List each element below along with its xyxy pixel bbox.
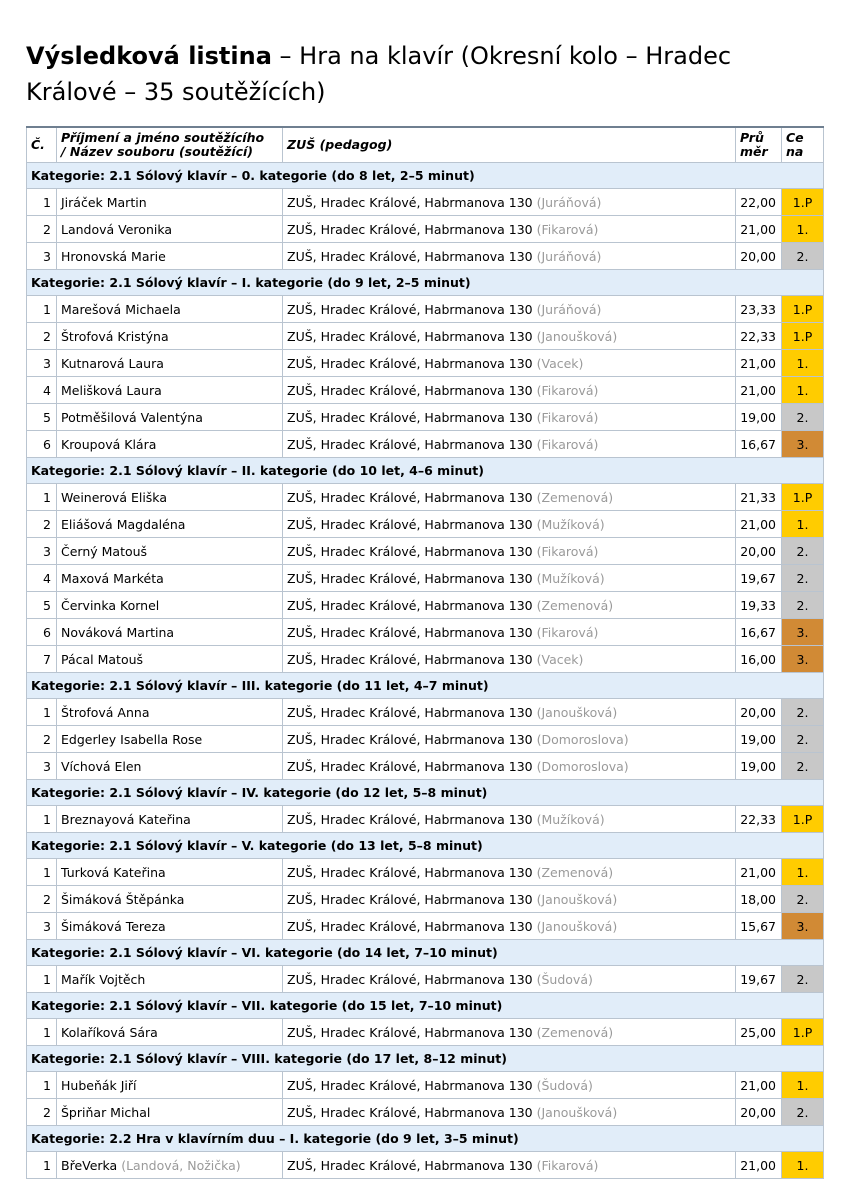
- contestant-name: Maxová Markéta: [61, 570, 164, 586]
- contestant-name: Potměšilová Valentýna: [61, 409, 203, 425]
- category-header-row: [27, 673, 824, 699]
- average-score: 19,00: [736, 726, 782, 753]
- table-row: [27, 511, 824, 538]
- school-name: ZUŠ, Hradec Králové, Habrmanova 130: [287, 1157, 533, 1173]
- contestant-cell: [57, 619, 283, 646]
- category-title: Kategorie: 2.1 Sólový klavír – VII. kategorie (do 15 let, 7–10 minut): [27, 993, 824, 1019]
- contestant-name: Víchová Elen: [61, 758, 142, 774]
- average-score: 21,00: [736, 511, 782, 538]
- contestant-cell: [57, 1099, 283, 1126]
- school-name: ZUŠ, Hradec Králové, Habrmanova 130: [287, 543, 533, 559]
- average-score: 18,00: [736, 886, 782, 913]
- contestant-cell: [57, 699, 283, 726]
- col-header-name: Příjmení a jméno soutěžícího / Název souboru (soutěžící): [57, 127, 283, 163]
- row-number: 6: [27, 431, 57, 458]
- results-table-wrapper: [26, 126, 823, 1179]
- school-name: ZUŠ, Hradec Králové, Habrmanova 130: [287, 248, 533, 264]
- title-bold: Výsledková listina: [26, 42, 272, 70]
- contestant-name: Melišková Laura: [61, 382, 162, 398]
- school-cell: [283, 753, 736, 780]
- placement-badge: 2.: [782, 886, 824, 913]
- table-row: [27, 189, 824, 216]
- placement-badge: 3.: [782, 646, 824, 673]
- row-number: 1: [27, 966, 57, 993]
- school-name: ZUŠ, Hradec Králové, Habrmanova 130: [287, 409, 533, 425]
- school-name: ZUŠ, Hradec Králové, Habrmanova 130: [287, 731, 533, 747]
- results-table: [26, 126, 824, 1179]
- placement-badge: 2.: [782, 565, 824, 592]
- contestant-name: Landová Veronika: [61, 221, 173, 237]
- contestant-name: Šimáková Tereza: [61, 918, 166, 934]
- placement-badge: 1.P: [782, 323, 824, 350]
- contestant-cell: [57, 565, 283, 592]
- school-name: ZUŠ, Hradec Králové, Habrmanova 130: [287, 918, 533, 934]
- contestant-name: Mařík Vojtěch: [61, 971, 146, 987]
- category-title: Kategorie: 2.1 Sólový klavír – I. kategorie (do 9 let, 2–5 minut): [27, 270, 824, 296]
- teacher-name: (Juráňová): [536, 248, 602, 264]
- teacher-name: (Fikarová): [536, 436, 599, 452]
- placement-badge: 1.P: [782, 296, 824, 323]
- teacher-name: (Janoušková): [536, 704, 618, 720]
- average-score: 21,00: [736, 350, 782, 377]
- school-name: ZUŠ, Hradec Králové, Habrmanova 130: [287, 864, 533, 880]
- school-cell: [283, 431, 736, 458]
- category-header-row: [27, 993, 824, 1019]
- placement-badge: 1.: [782, 216, 824, 243]
- average-score: 21,00: [736, 1072, 782, 1099]
- school-cell: [283, 886, 736, 913]
- category-header-row: [27, 163, 824, 189]
- table-body: [27, 163, 824, 1179]
- table-row: [27, 565, 824, 592]
- average-score: 25,00: [736, 1019, 782, 1046]
- contestant-name: Weinerová Eliška: [61, 489, 167, 505]
- contestant-name: Kroupová Klára: [61, 436, 157, 452]
- table-row: [27, 1152, 824, 1179]
- placement-badge: 2.: [782, 753, 824, 780]
- school-cell: [283, 646, 736, 673]
- contestant-cell: [57, 1019, 283, 1046]
- row-number: 2: [27, 323, 57, 350]
- school-cell: [283, 1072, 736, 1099]
- teacher-name: (Domoroslova): [536, 758, 629, 774]
- teacher-name: (Janoušková): [536, 891, 618, 907]
- placement-badge: 3.: [782, 619, 824, 646]
- row-number: 1: [27, 296, 57, 323]
- contestant-cell: [57, 323, 283, 350]
- school-name: ZUŠ, Hradec Králové, Habrmanova 130: [287, 811, 533, 827]
- school-cell: [283, 511, 736, 538]
- contestant-name: Kutnarová Laura: [61, 355, 164, 371]
- contestant-cell: [57, 189, 283, 216]
- school-name: ZUŠ, Hradec Králové, Habrmanova 130: [287, 194, 533, 210]
- placement-badge: 2.: [782, 538, 824, 565]
- contestant-name: Štrofová Anna: [61, 704, 150, 720]
- contestant-cell: [57, 243, 283, 270]
- contestant-cell: [57, 966, 283, 993]
- average-score: 21,00: [736, 1152, 782, 1179]
- table-row: [27, 404, 824, 431]
- average-score: 19,67: [736, 565, 782, 592]
- placement-badge: 1.P: [782, 806, 824, 833]
- average-score: 22,33: [736, 323, 782, 350]
- category-header-row: [27, 270, 824, 296]
- placement-badge: 1.: [782, 859, 824, 886]
- table-header-row: [27, 127, 824, 163]
- table-row: [27, 592, 824, 619]
- row-number: 1: [27, 806, 57, 833]
- contestant-cell: [57, 404, 283, 431]
- table-row: [27, 243, 824, 270]
- col-header-average: Prů měr: [736, 127, 782, 163]
- average-score: 20,00: [736, 243, 782, 270]
- teacher-name: (Mužíková): [536, 811, 605, 827]
- contestant-cell: [57, 806, 283, 833]
- row-number: 6: [27, 619, 57, 646]
- school-cell: [283, 243, 736, 270]
- row-number: 4: [27, 377, 57, 404]
- school-name: ZUŠ, Hradec Králové, Habrmanova 130: [287, 971, 533, 987]
- row-number: 7: [27, 646, 57, 673]
- school-cell: [283, 377, 736, 404]
- school-cell: [283, 404, 736, 431]
- school-name: ZUŠ, Hradec Králové, Habrmanova 130: [287, 597, 533, 613]
- category-header-row: [27, 1046, 824, 1072]
- school-name: ZUŠ, Hradec Králové, Habrmanova 130: [287, 436, 533, 452]
- school-name: ZUŠ, Hradec Králové, Habrmanova 130: [287, 704, 533, 720]
- table-row: [27, 1019, 824, 1046]
- col-header-school: ZUŠ (pedagog): [283, 127, 736, 163]
- average-score: 20,00: [736, 699, 782, 726]
- average-score: 22,00: [736, 189, 782, 216]
- school-cell: [283, 592, 736, 619]
- teacher-name: (Fikarová): [536, 543, 599, 559]
- row-number: 4: [27, 565, 57, 592]
- contestant-cell: [57, 859, 283, 886]
- category-header-row: [27, 780, 824, 806]
- average-score: 16,67: [736, 619, 782, 646]
- category-title: Kategorie: 2.1 Sólový klavír – III. kategorie (do 11 let, 4–7 minut): [27, 673, 824, 699]
- row-number: 2: [27, 511, 57, 538]
- average-score: 19,33: [736, 592, 782, 619]
- school-cell: [283, 296, 736, 323]
- table-row: [27, 1072, 824, 1099]
- contestant-name: Edgerley Isabella Rose: [61, 731, 203, 747]
- contestant-name: Špriňar Michal: [61, 1104, 151, 1120]
- teacher-name: (Mužíková): [536, 570, 605, 586]
- contestant-cell: [57, 431, 283, 458]
- contestant-cell: [57, 538, 283, 565]
- teacher-name: (Juráňová): [536, 301, 602, 317]
- row-number: 1: [27, 1072, 57, 1099]
- row-number: 5: [27, 592, 57, 619]
- table-row: [27, 216, 824, 243]
- contestant-cell: [57, 886, 283, 913]
- contestant-name: BřeVerka: [61, 1157, 118, 1173]
- school-name: ZUŠ, Hradec Králové, Habrmanova 130: [287, 891, 533, 907]
- category-header-row: [27, 940, 824, 966]
- table-row: [27, 646, 824, 673]
- col-header-place: Ce na: [782, 127, 824, 163]
- table-row: [27, 296, 824, 323]
- school-cell: [283, 806, 736, 833]
- school-name: ZUŠ, Hradec Králové, Habrmanova 130: [287, 516, 533, 532]
- table-row: [27, 913, 824, 940]
- average-score: 21,33: [736, 484, 782, 511]
- col-header-no: Č.: [27, 127, 57, 163]
- school-name: ZUŠ, Hradec Králové, Habrmanova 130: [287, 489, 533, 505]
- average-score: 19,00: [736, 404, 782, 431]
- category-title: Kategorie: 2.2 Hra v klavírním duu – I. kategorie (do 9 let, 3–5 minut): [27, 1126, 824, 1152]
- contestant-name: Pácal Matouš: [61, 651, 144, 667]
- row-number: 3: [27, 913, 57, 940]
- school-name: ZUŠ, Hradec Králové, Habrmanova 130: [287, 1024, 533, 1040]
- row-number: 3: [27, 753, 57, 780]
- placement-badge: 2.: [782, 726, 824, 753]
- contestant-name: Červinka Kornel: [61, 597, 160, 613]
- placement-badge: 2.: [782, 243, 824, 270]
- row-number: 3: [27, 538, 57, 565]
- teacher-name: (Zemenová): [536, 1024, 614, 1040]
- row-number: 2: [27, 886, 57, 913]
- school-cell: [283, 189, 736, 216]
- contestant-cell: [57, 753, 283, 780]
- teacher-name: (Janoušková): [536, 1104, 618, 1120]
- contestant-cell: [57, 350, 283, 377]
- row-number: 3: [27, 350, 57, 377]
- table-row: [27, 806, 824, 833]
- teacher-name: (Domoroslova): [536, 731, 629, 747]
- average-score: 20,00: [736, 1099, 782, 1126]
- row-number: 5: [27, 404, 57, 431]
- row-number: 2: [27, 1099, 57, 1126]
- average-score: 21,00: [736, 859, 782, 886]
- teacher-name: (Janoušková): [536, 328, 618, 344]
- table-row: [27, 350, 824, 377]
- school-cell: [283, 1099, 736, 1126]
- contestant-name: Kolaříková Sára: [61, 1024, 158, 1040]
- contestant-cell: [57, 484, 283, 511]
- school-cell: [283, 966, 736, 993]
- contestant-cell: [57, 296, 283, 323]
- school-cell: [283, 484, 736, 511]
- teacher-name: (Zemenová): [536, 597, 614, 613]
- category-header-row: [27, 833, 824, 859]
- contestant-name: Jiráček Martin: [61, 194, 147, 210]
- table-row: [27, 377, 824, 404]
- table-row: [27, 1099, 824, 1126]
- contestant-name: Hubeňák Jiří: [61, 1077, 137, 1093]
- average-score: 19,67: [736, 966, 782, 993]
- school-cell: [283, 350, 736, 377]
- teacher-name: (Zemenová): [536, 864, 614, 880]
- table-row: [27, 859, 824, 886]
- contestant-cell: [57, 1152, 283, 1179]
- teacher-name: (Fikarová): [536, 382, 599, 398]
- row-number: 1: [27, 699, 57, 726]
- placement-badge: 3.: [782, 431, 824, 458]
- school-name: ZUŠ, Hradec Králové, Habrmanova 130: [287, 301, 533, 317]
- table-row: [27, 323, 824, 350]
- table-row: [27, 966, 824, 993]
- contestant-cell: [57, 511, 283, 538]
- row-number: 1: [27, 1019, 57, 1046]
- title-rest: – Hra na klavír (Okresní kolo – Hradec Králové – 35 soutěžících): [26, 42, 732, 106]
- contestant-cell: [57, 726, 283, 753]
- row-number: 3: [27, 243, 57, 270]
- school-cell: [283, 726, 736, 753]
- contestant-cell: [57, 592, 283, 619]
- teacher-name: (Fikarová): [536, 624, 599, 640]
- average-score: 19,00: [736, 753, 782, 780]
- row-number: 1: [27, 1152, 57, 1179]
- school-cell: [283, 538, 736, 565]
- contestant-cell: [57, 646, 283, 673]
- school-name: ZUŠ, Hradec Králové, Habrmanova 130: [287, 221, 533, 237]
- school-name: ZUŠ, Hradec Králové, Habrmanova 130: [287, 651, 533, 667]
- table-row: [27, 538, 824, 565]
- average-score: 22,33: [736, 806, 782, 833]
- school-name: ZUŠ, Hradec Králové, Habrmanova 130: [287, 382, 533, 398]
- category-header-row: [27, 1126, 824, 1152]
- table-row: [27, 753, 824, 780]
- school-cell: [283, 913, 736, 940]
- placement-badge: 1.: [782, 377, 824, 404]
- school-name: ZUŠ, Hradec Králové, Habrmanova 130: [287, 570, 533, 586]
- school-cell: [283, 859, 736, 886]
- contestant-cell: [57, 1072, 283, 1099]
- school-name: ZUŠ, Hradec Králové, Habrmanova 130: [287, 1077, 533, 1093]
- page-title: [26, 38, 816, 110]
- category-title: Kategorie: 2.1 Sólový klavír – II. kategorie (do 10 let, 4–6 minut): [27, 458, 824, 484]
- contestant-name: Černý Matouš: [61, 543, 148, 559]
- placement-badge: 1.: [782, 1072, 824, 1099]
- contestant-name: Šimáková Štěpánka: [61, 891, 185, 907]
- school-name: ZUŠ, Hradec Králové, Habrmanova 130: [287, 758, 533, 774]
- placement-badge: 3.: [782, 913, 824, 940]
- school-cell: [283, 565, 736, 592]
- teacher-name: (Vacek): [536, 651, 584, 667]
- contestant-cell: [57, 913, 283, 940]
- row-number: 1: [27, 859, 57, 886]
- placement-badge: 2.: [782, 404, 824, 431]
- row-number: 2: [27, 726, 57, 753]
- category-title: Kategorie: 2.1 Sólový klavír – VIII. kategorie (do 17 let, 8–12 minut): [27, 1046, 824, 1072]
- table-row: [27, 726, 824, 753]
- row-number: 1: [27, 484, 57, 511]
- ensemble-members: (Landová, Nožička): [121, 1157, 241, 1173]
- category-title: Kategorie: 2.1 Sólový klavír – VI. kategorie (do 14 let, 7–10 minut): [27, 940, 824, 966]
- contestant-name: Turková Kateřina: [61, 864, 166, 880]
- teacher-name: (Fikarová): [536, 1157, 599, 1173]
- teacher-name: (Fikarová): [536, 409, 599, 425]
- contestant-name: Nováková Martina: [61, 624, 175, 640]
- placement-badge: 1.P: [782, 189, 824, 216]
- average-score: 20,00: [736, 538, 782, 565]
- table-row: [27, 619, 824, 646]
- row-number: 1: [27, 189, 57, 216]
- category-title: Kategorie: 2.1 Sólový klavír – 0. kategorie (do 8 let, 2–5 minut): [27, 163, 824, 189]
- placement-badge: 2.: [782, 699, 824, 726]
- placement-badge: 1.P: [782, 1019, 824, 1046]
- school-cell: [283, 699, 736, 726]
- table-row: [27, 886, 824, 913]
- school-cell: [283, 1152, 736, 1179]
- teacher-name: (Zemenová): [536, 489, 614, 505]
- placement-badge: 1.: [782, 511, 824, 538]
- row-number: 2: [27, 216, 57, 243]
- contestant-name: Hronovská Marie: [61, 248, 166, 264]
- average-score: 16,00: [736, 646, 782, 673]
- placement-badge: 2.: [782, 966, 824, 993]
- placement-badge: 2.: [782, 592, 824, 619]
- school-name: ZUŠ, Hradec Králové, Habrmanova 130: [287, 355, 533, 371]
- teacher-name: (Fikarová): [536, 221, 599, 237]
- teacher-name: (Janoušková): [536, 918, 618, 934]
- table-row: [27, 431, 824, 458]
- placement-badge: 1.: [782, 350, 824, 377]
- teacher-name: (Vacek): [536, 355, 584, 371]
- teacher-name: (Šudová): [536, 1077, 593, 1093]
- average-score: 21,00: [736, 377, 782, 404]
- school-cell: [283, 323, 736, 350]
- contestant-name: Štrofová Kristýna: [61, 328, 169, 344]
- school-cell: [283, 216, 736, 243]
- average-score: 21,00: [736, 216, 782, 243]
- school-name: ZUŠ, Hradec Králové, Habrmanova 130: [287, 1104, 533, 1120]
- average-score: 23,33: [736, 296, 782, 323]
- contestant-cell: [57, 216, 283, 243]
- school-name: ZUŠ, Hradec Králové, Habrmanova 130: [287, 328, 533, 344]
- contestant-cell: [57, 377, 283, 404]
- placement-badge: 1.: [782, 1152, 824, 1179]
- average-score: 15,67: [736, 913, 782, 940]
- category-title: Kategorie: 2.1 Sólový klavír – IV. kategorie (do 12 let, 5–8 minut): [27, 780, 824, 806]
- school-cell: [283, 619, 736, 646]
- teacher-name: (Mužíková): [536, 516, 605, 532]
- placement-badge: 2.: [782, 1099, 824, 1126]
- teacher-name: (Šudová): [536, 971, 593, 987]
- table-row: [27, 484, 824, 511]
- teacher-name: (Juráňová): [536, 194, 602, 210]
- category-header-row: [27, 458, 824, 484]
- average-score: 16,67: [736, 431, 782, 458]
- contestant-name: Eliášová Magdaléna: [61, 516, 186, 532]
- contestant-name: Breznayová Kateřina: [61, 811, 191, 827]
- category-title: Kategorie: 2.1 Sólový klavír – V. kategorie (do 13 let, 5–8 minut): [27, 833, 824, 859]
- school-name: ZUŠ, Hradec Králové, Habrmanova 130: [287, 624, 533, 640]
- school-cell: [283, 1019, 736, 1046]
- table-row: [27, 699, 824, 726]
- contestant-name: Marešová Michaela: [61, 301, 181, 317]
- placement-badge: 1.P: [782, 484, 824, 511]
